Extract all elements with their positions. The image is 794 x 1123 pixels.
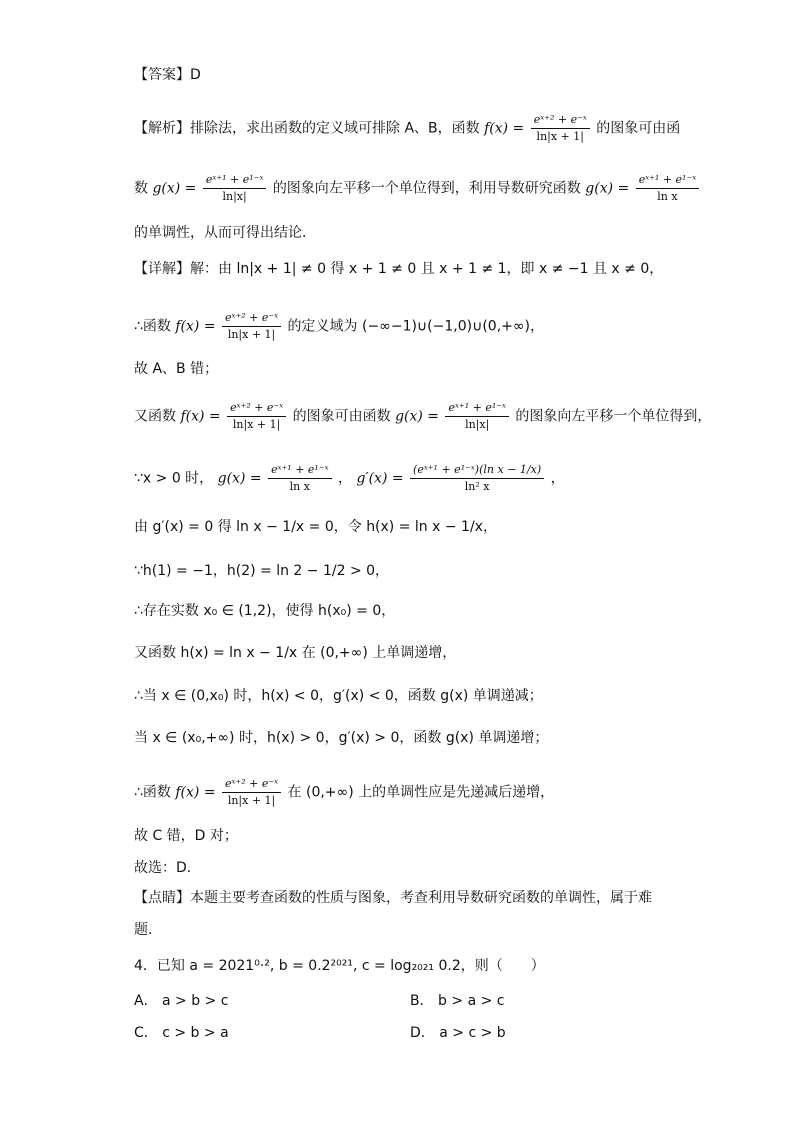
detail-line-1 xyxy=(134,258,674,280)
f-lhs-4: f(x) = xyxy=(175,784,216,801)
option-b[interactable] xyxy=(410,990,504,1012)
analysis-text-1: 排除法，求出函数的定义域可排除 A、B，函数 xyxy=(190,120,480,137)
f-numerator-2: eˣ⁺² + e⁻ˣ xyxy=(222,310,281,327)
detail-line-7 xyxy=(134,560,674,582)
analysis-text-2: 的图象可由函 xyxy=(596,120,681,137)
analysis-line-2 xyxy=(134,172,697,205)
f-lhs-3: f(x) = xyxy=(180,408,221,425)
detail-text-4-post: 的图象向左平移一个单位得到， xyxy=(515,408,712,425)
g-numerator-2: eˣ⁺¹ + e¹⁻ˣ xyxy=(636,172,699,189)
f-fraction-3 xyxy=(227,400,286,433)
detail-line-14 xyxy=(134,857,674,879)
g-lhs: g(x) = xyxy=(152,180,197,197)
detail-text-7: ∵h(1) = −1，h(2) = ln 2 − 1/2 > 0， xyxy=(134,563,390,579)
comment-tag: 【点睛】 xyxy=(134,890,190,906)
option-d-text: D． a > c > b xyxy=(410,1025,506,1041)
detail-text-2-post: 的定义域为 (−∞−1)∪(−1,0)∪(0,+∞)， xyxy=(287,318,545,335)
detail-text-4-mid: 的图象可由函数 xyxy=(292,408,391,425)
detail-text-13: 故 C 错，D 对； xyxy=(134,828,238,844)
detail-line-10 xyxy=(134,685,674,707)
g-denominator: ln x xyxy=(657,190,678,203)
g-abs-denominator-2: ln|x| xyxy=(465,418,490,431)
g-abs-fraction xyxy=(203,172,266,205)
g-lhs-2: g(x) = xyxy=(585,180,630,197)
g-abs-fraction-2 xyxy=(445,400,508,433)
option-c[interactable] xyxy=(134,1022,229,1044)
f-fraction-2 xyxy=(222,310,281,343)
f-denominator-4: ln|x + 1| xyxy=(227,794,276,807)
f-denominator-3: ln|x + 1| xyxy=(232,418,281,431)
f-denominator-2: ln|x + 1| xyxy=(227,328,276,341)
detail-line-8 xyxy=(134,600,674,622)
detail-text-14: 故选：D． xyxy=(134,860,201,876)
detail-line-2 xyxy=(134,310,674,343)
detail-line-5 xyxy=(134,462,674,495)
option-a[interactable] xyxy=(134,990,228,1012)
f-numerator-3: eˣ⁺² + e⁻ˣ xyxy=(227,400,286,417)
detail-line-6 xyxy=(134,516,674,538)
analysis-tag: 【解析】 xyxy=(134,120,190,137)
f-lhs: f(x) = xyxy=(484,120,525,137)
analysis-line-3 xyxy=(134,222,674,244)
g-numerator-3: eˣ⁺¹ + e¹⁻ˣ xyxy=(445,400,508,417)
f-numerator: eˣ⁺² + e⁻ˣ xyxy=(531,112,590,129)
answer-value: D xyxy=(190,67,201,83)
detail-text-4-pre: 又函数 xyxy=(134,408,176,425)
detail-text-2-pre: ∴函数 xyxy=(134,318,171,335)
detail-text-6: 由 g′(x) = 0 得 ln x − 1/x = 0，令 h(x) = ln x − 1/x， xyxy=(134,519,497,535)
g-denominator-2: ln x xyxy=(289,480,310,493)
analysis-text-5: 的单调性，从而可得出结论． xyxy=(134,225,316,241)
answer-line xyxy=(134,64,674,86)
analysis-text-3: 数 xyxy=(134,180,148,197)
detail-text-5-end: ， xyxy=(550,470,565,487)
g-prime-denominator: ln² x xyxy=(464,480,490,493)
question-4-text: 4．已知 a = 2021⁰·², b = 0.2²⁰²¹, c = log₂₀₂₁ 0.2，则（ ） xyxy=(134,958,545,974)
detail-text-1: 解：由 ln|x + 1| ≠ 0 得 x + 1 ≠ 0 且 x + 1 ≠ 1，即 x ≠ −1 且 x ≠ 0， xyxy=(190,261,664,277)
detail-line-11 xyxy=(134,727,674,749)
comment-line-2 xyxy=(134,919,674,941)
g-prime-numerator: (eˣ⁺¹ + e¹⁻ˣ)(ln x − 1/x) xyxy=(410,462,544,479)
g-prime-fraction xyxy=(410,462,544,495)
detail-line-9 xyxy=(134,642,674,664)
detail-text-10: ∴当 x ∈ (0,x₀) 时，h(x) < 0，g′(x) < 0，函数 g(x) 单调递减； xyxy=(134,688,543,704)
analysis-line-1 xyxy=(134,112,681,145)
detail-line-3 xyxy=(134,358,674,380)
f-fraction xyxy=(531,112,590,145)
detail-text-5-sep: ， xyxy=(338,470,352,487)
detail-text-3: 故 A、B 错； xyxy=(134,361,219,377)
comment-line-1 xyxy=(134,887,674,909)
detail-text-8: ∴存在实数 x₀ ∈ (1,2)，使得 h(x₀) = 0， xyxy=(134,603,396,619)
option-c-text: C． c > b > a xyxy=(134,1025,229,1041)
f-denominator: ln|x + 1| xyxy=(536,130,584,143)
option-a-text: A． a > b > c xyxy=(134,993,229,1009)
g-prime-lhs: g′(x) = xyxy=(356,470,404,487)
option-d[interactable] xyxy=(410,1022,506,1044)
g-numerator-4: eˣ⁺¹ + e¹⁻ˣ xyxy=(268,462,331,479)
detail-line-13 xyxy=(134,825,674,847)
g-lhs-4: g(x) = xyxy=(217,470,262,487)
g-fraction xyxy=(636,172,699,205)
analysis-text-4: 的图象向左平移一个单位得到，利用导数研究函数 xyxy=(272,180,581,197)
detail-line-12 xyxy=(134,776,674,809)
detail-text-11: 当 x ∈ (x₀,+∞) 时，h(x) > 0，g′(x) > 0，函数 g(x) 单调递增； xyxy=(134,730,549,746)
f-fraction-4 xyxy=(222,776,281,809)
g-fraction-2 xyxy=(268,462,331,495)
answer-tag: 【答案】 xyxy=(134,67,190,83)
option-b-text: B． b > a > c xyxy=(410,993,505,1009)
detail-text-9: 又函数 h(x) = ln x − 1/x 在 (0,+∞) 上单调递增， xyxy=(134,645,457,661)
g-numerator: eˣ⁺¹ + e¹⁻ˣ xyxy=(203,172,266,189)
question-4-stem xyxy=(134,955,674,977)
detail-text-5-pre: ∵x > 0 时， xyxy=(134,470,214,487)
f-lhs-2: f(x) = xyxy=(175,318,216,335)
detail-text-12-pre: ∴函数 xyxy=(134,784,171,801)
g-abs-denominator: ln|x| xyxy=(222,190,247,203)
detail-tag: 【详解】 xyxy=(134,261,190,277)
detail-line-4 xyxy=(134,400,712,433)
comment-text-cont: 题． xyxy=(134,922,162,938)
detail-text-12-post: 在 (0,+∞) 上的单调性应是先递减后递增， xyxy=(287,784,555,801)
comment-text: 本题主要考查函数的性质与图象，考查利用导数研究函数的单调性，属于难 xyxy=(190,890,652,906)
f-numerator-4: eˣ⁺² + e⁻ˣ xyxy=(222,776,281,793)
g-lhs-3: g(x) = xyxy=(395,408,440,425)
